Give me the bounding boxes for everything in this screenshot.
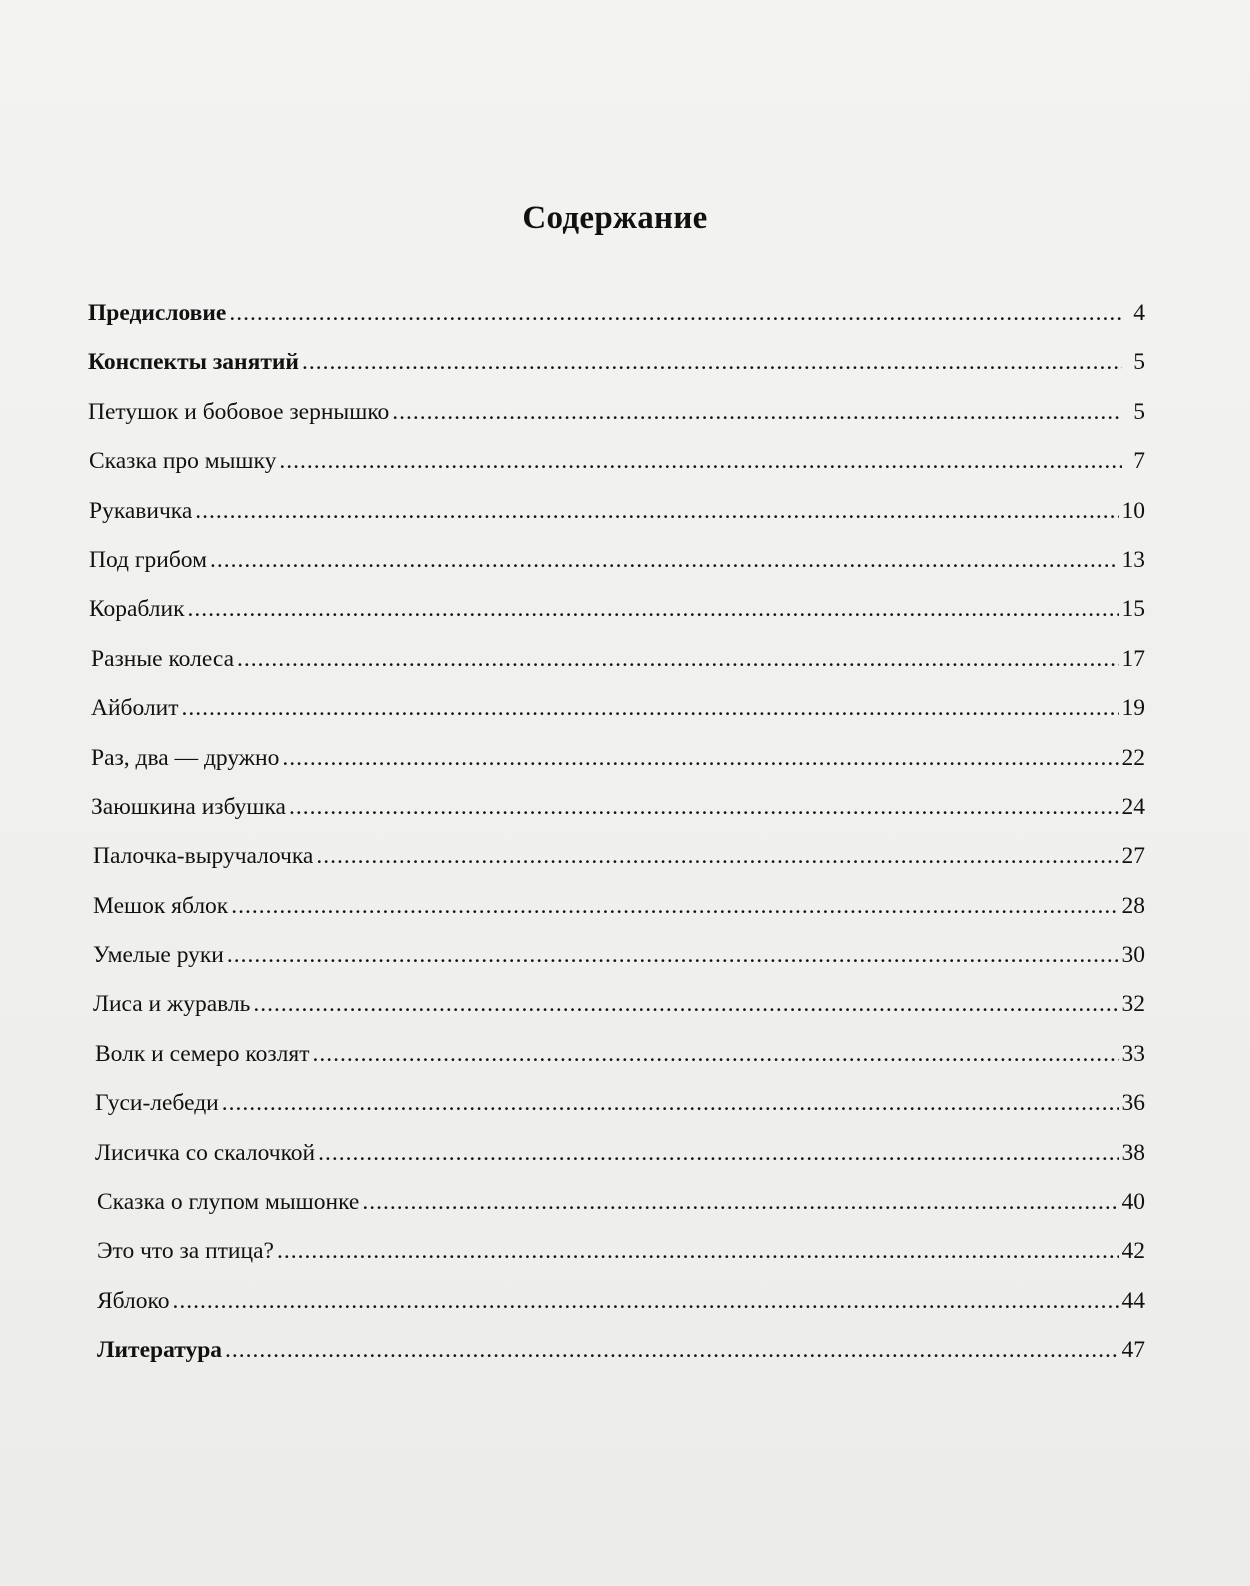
page-title: Содержание bbox=[522, 200, 708, 236]
dot-leader bbox=[188, 594, 1119, 624]
dot-leader bbox=[282, 743, 1118, 773]
dot-leader bbox=[225, 1335, 1118, 1365]
toc-entry-page: 40 bbox=[1121, 1189, 1145, 1216]
dot-leader bbox=[279, 446, 1122, 476]
toc-entry[interactable] bbox=[88, 989, 1145, 1038]
toc-entry[interactable] bbox=[88, 397, 1145, 446]
toc-entry-page: 36 bbox=[1121, 1090, 1145, 1117]
toc-entry-label: Рукавичка bbox=[89, 497, 193, 524]
toc-entry-page: 10 bbox=[1121, 497, 1145, 524]
toc-entry-label: Кораблик bbox=[89, 596, 185, 623]
toc-entry[interactable] bbox=[88, 1039, 1145, 1088]
toc-entry-page: 42 bbox=[1121, 1238, 1145, 1265]
dot-leader bbox=[362, 1187, 1118, 1217]
dot-leader bbox=[227, 940, 1119, 970]
toc-entry-page: 5 bbox=[1133, 349, 1145, 376]
toc-entry-page: 24 bbox=[1121, 793, 1145, 820]
toc-entry-label: Лиса и журавль bbox=[93, 991, 251, 1018]
dot-leader bbox=[302, 347, 1122, 377]
toc-entry[interactable] bbox=[88, 298, 1145, 347]
dot-leader bbox=[318, 1138, 1118, 1168]
toc-entry[interactable] bbox=[88, 940, 1145, 989]
dot-leader bbox=[277, 1236, 1119, 1266]
toc-entry-label: Айболит bbox=[91, 695, 179, 722]
toc-entry-page: 13 bbox=[1121, 546, 1145, 573]
toc-entry[interactable] bbox=[88, 347, 1145, 396]
toc-entry-label: Конспекты занятий bbox=[88, 349, 299, 376]
toc-entry[interactable] bbox=[88, 891, 1145, 940]
toc-entry-label: Лисичка со скалочкой bbox=[95, 1139, 316, 1166]
toc-entry[interactable] bbox=[88, 693, 1145, 742]
toc-entry-page: 33 bbox=[1121, 1040, 1145, 1067]
toc-entry-page: 19 bbox=[1121, 695, 1145, 722]
toc-entry-page: 28 bbox=[1121, 892, 1145, 919]
dot-leader bbox=[237, 644, 1118, 674]
toc-entry-label: Мешок яблок bbox=[93, 892, 229, 919]
toc-entry[interactable] bbox=[88, 594, 1145, 643]
toc-entry-page: 32 bbox=[1121, 991, 1145, 1018]
toc-entry-page: 22 bbox=[1121, 744, 1145, 771]
toc-entry-label: Волк и семеро козлят bbox=[95, 1040, 310, 1067]
toc-entry-page: 44 bbox=[1121, 1287, 1145, 1314]
toc-entry[interactable] bbox=[88, 1138, 1145, 1187]
toc-entry[interactable] bbox=[88, 1088, 1145, 1137]
toc-entry-page: 15 bbox=[1121, 596, 1145, 623]
toc-entry-label: Умелые руки bbox=[93, 942, 224, 969]
toc-entry[interactable] bbox=[88, 792, 1145, 841]
dot-leader bbox=[182, 693, 1119, 723]
dot-leader bbox=[392, 397, 1122, 427]
toc-entry[interactable] bbox=[88, 1286, 1145, 1335]
dot-leader bbox=[195, 496, 1118, 526]
toc-entry[interactable] bbox=[88, 743, 1145, 792]
toc-entry-label: Это что за птица? bbox=[97, 1238, 274, 1265]
toc-entry-label: Раз, два — дружно bbox=[91, 744, 280, 771]
toc-entry[interactable] bbox=[88, 841, 1145, 890]
toc-entry[interactable] bbox=[88, 446, 1145, 495]
toc-entry-label: Под грибом bbox=[89, 546, 207, 573]
toc-entry-page: 30 bbox=[1121, 942, 1145, 969]
dot-leader bbox=[173, 1286, 1119, 1316]
toc-entry-label: Гуси-лебеди bbox=[95, 1090, 219, 1117]
toc-entry-label: Петушок и бобовое зернышко bbox=[88, 398, 390, 425]
toc-entry[interactable] bbox=[88, 1335, 1145, 1384]
toc-entry[interactable] bbox=[88, 496, 1145, 545]
toc-entry-page: 27 bbox=[1121, 843, 1145, 870]
dot-leader bbox=[229, 298, 1122, 328]
toc-entry[interactable] bbox=[88, 644, 1145, 693]
toc-entry-label: Литература bbox=[97, 1337, 223, 1364]
dot-leader bbox=[312, 1039, 1118, 1069]
toc-entry-label: Яблоко bbox=[97, 1287, 170, 1314]
dot-leader bbox=[289, 792, 1119, 822]
dot-leader bbox=[210, 545, 1119, 575]
toc-entry-page: 17 bbox=[1121, 645, 1145, 672]
toc-entry-page: 4 bbox=[1133, 300, 1145, 326]
toc-entry[interactable] bbox=[88, 1236, 1145, 1285]
toc-entry-label: Сказка о глупом мышонке bbox=[97, 1189, 360, 1216]
toc-entry-page: 7 bbox=[1133, 448, 1145, 475]
toc-entry-label: Сказка про мышку bbox=[89, 448, 277, 475]
toc-entry-page: 47 bbox=[1121, 1337, 1145, 1364]
toc-entry-label: Предисловие bbox=[88, 300, 227, 326]
toc-entry[interactable] bbox=[88, 1187, 1145, 1236]
toc-entry[interactable] bbox=[88, 545, 1145, 594]
toc-entry-label: Заюшкина избушка bbox=[91, 793, 286, 820]
toc-entry-page: 38 bbox=[1121, 1139, 1145, 1166]
dot-leader bbox=[316, 841, 1118, 871]
dot-leader bbox=[253, 989, 1118, 1019]
toc-entry-page: 5 bbox=[1133, 398, 1145, 425]
dot-leader bbox=[231, 891, 1118, 921]
dot-leader bbox=[222, 1088, 1119, 1118]
toc-entry-label: Разные колеса bbox=[91, 645, 235, 672]
toc-entry-label: Палочка-выручалочка bbox=[93, 843, 314, 870]
table-of-contents bbox=[88, 298, 1145, 1385]
